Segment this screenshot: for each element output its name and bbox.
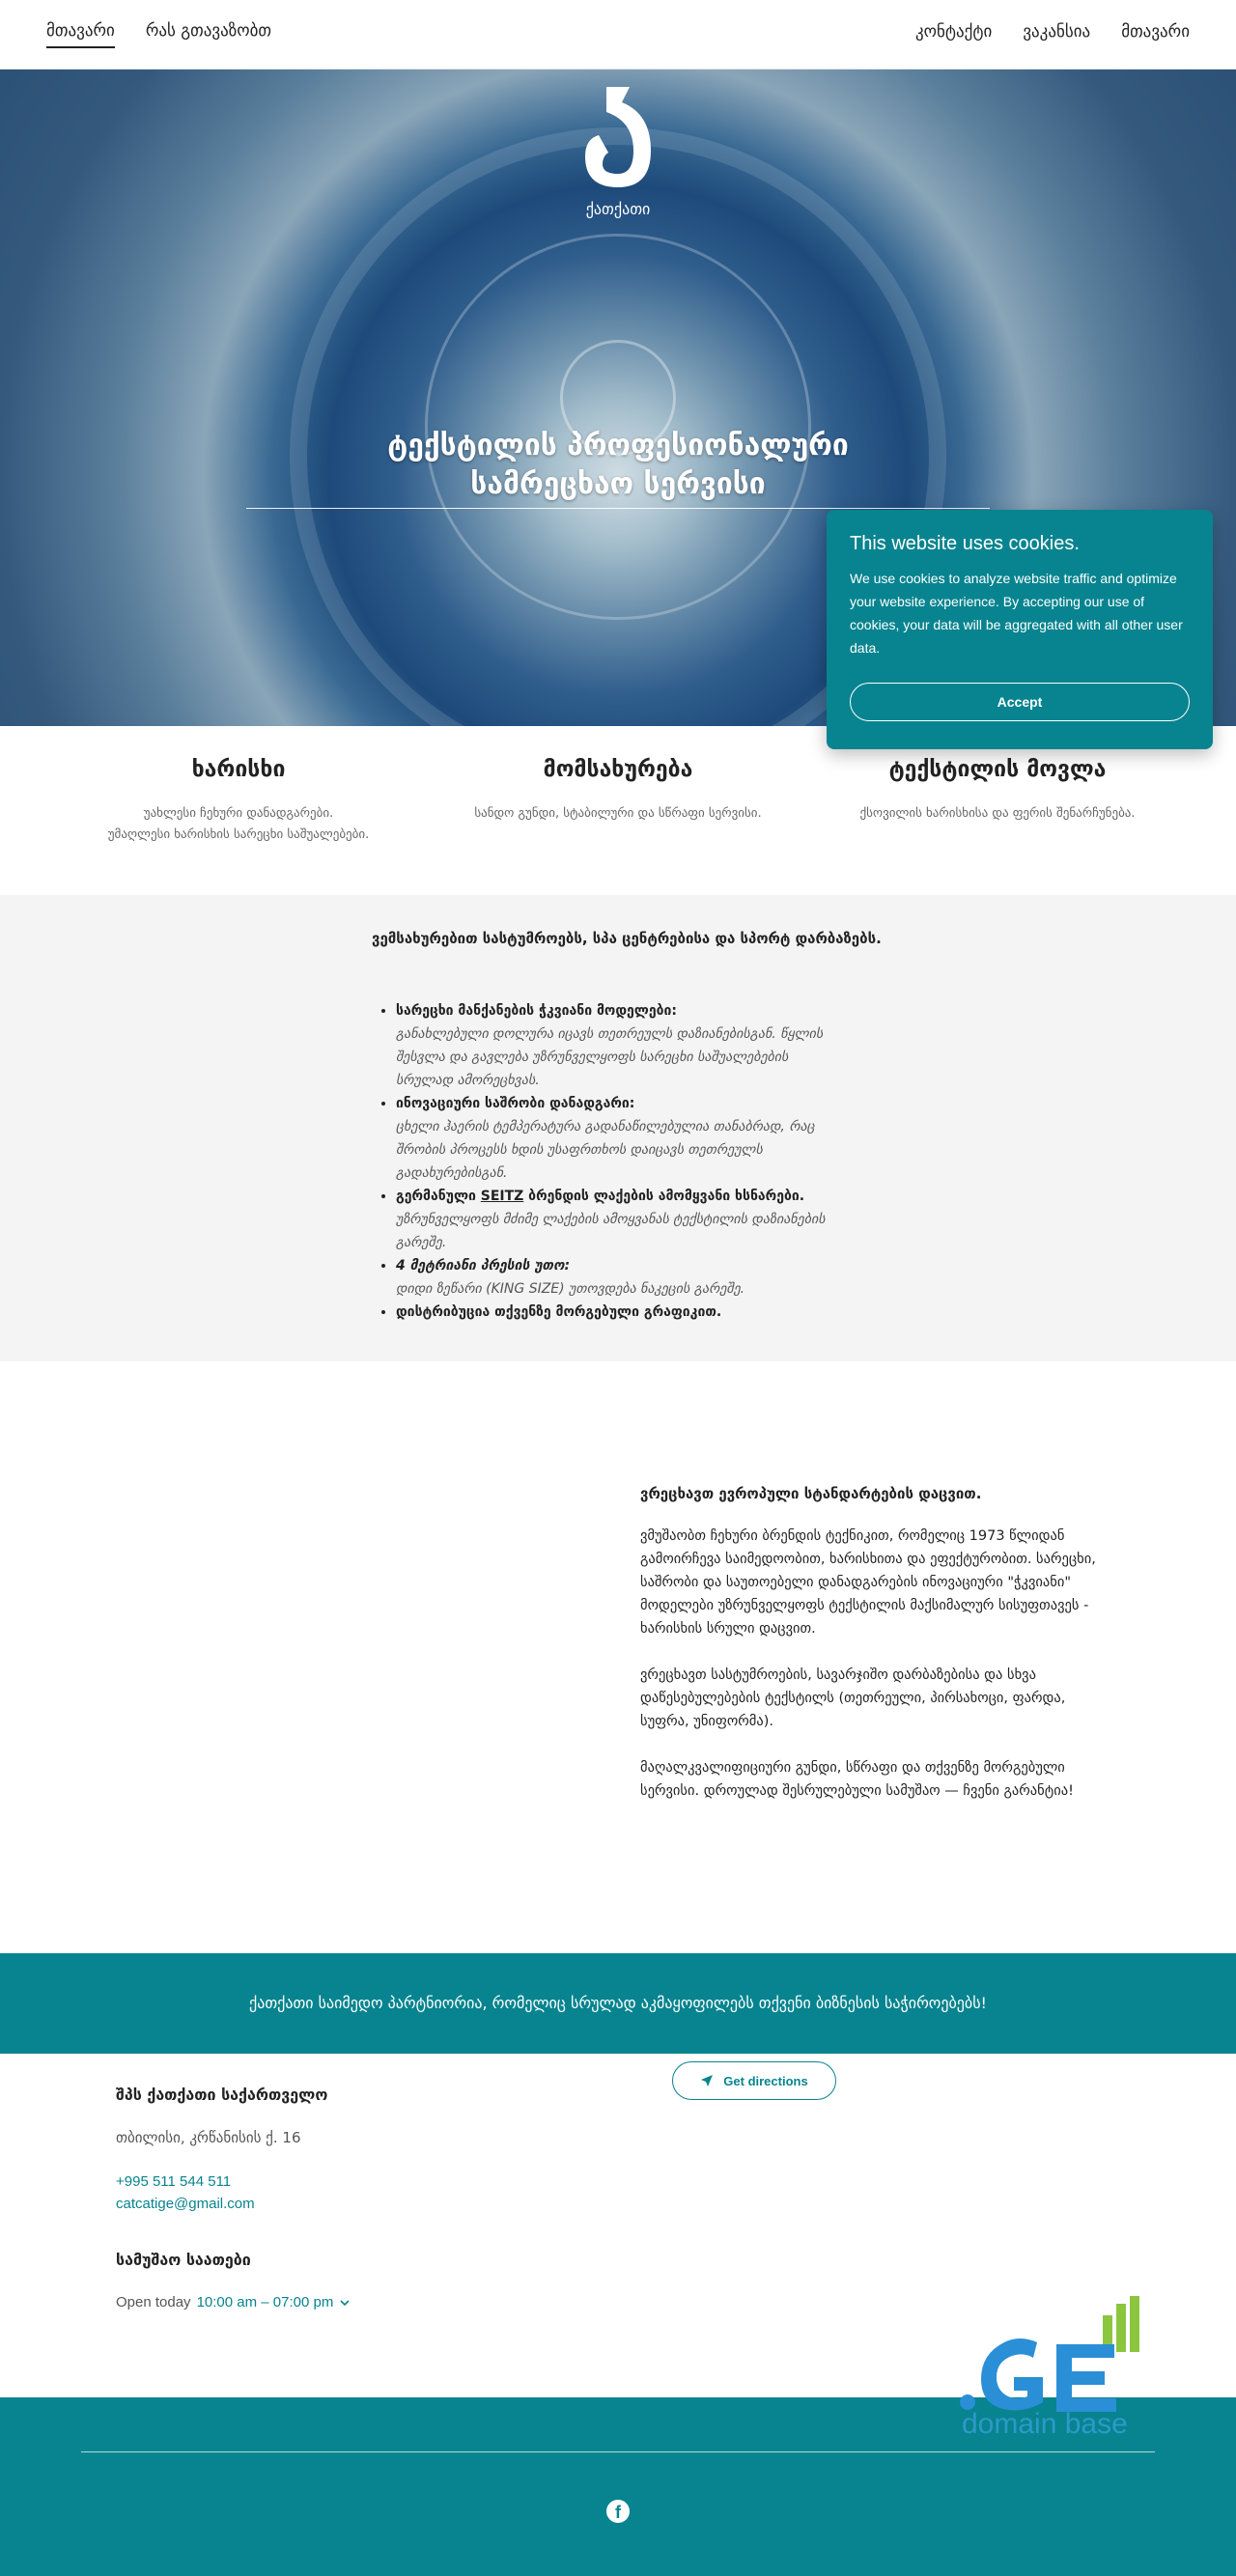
service-desc: უზრუნველყოფს მძიმე ლაქების ამოყვანას ტექსტილის დაზიანების გარეშე.	[396, 1212, 826, 1250]
list-item	[396, 1092, 850, 1185]
cookie-title: This website uses cookies.	[850, 533, 1080, 554]
get-directions-label: Get directions	[723, 2073, 808, 2088]
features-row	[0, 726, 1236, 895]
partner-banner: ქათქათი საიმედო პარტნიორია, რომელიც სრულად აკმაყოფილებს თქვენი ბიზნესის საჭიროებებს!	[0, 1953, 1236, 2054]
list-item	[396, 999, 850, 1092]
hero-divider	[246, 508, 990, 509]
about-heading: ვრეცხავთ ევროპული სტანდარტების დაცვით.	[640, 1485, 982, 1502]
service-desc: განახლებული დოლურა იცავს თეთრეულს დაზიანებისგან. წყლის შესვლა და გავლება უზრუნველყოფს სარეცხი საშუალებების სრულად ამორეცხვას.	[396, 1026, 824, 1088]
navigation-arrow-icon	[700, 2074, 714, 2087]
nav-left	[46, 21, 271, 48]
nav-link-offers[interactable]: რას გთავაზობთ	[145, 20, 272, 41]
address: თბილისი, კრწანისის ქ. 16	[116, 2129, 301, 2146]
service-title: დისტრიბუცია თქვენზე მორგებული გრაფიკით.	[396, 1304, 722, 1320]
service-title: ინოვაციური საშრობი დანადგარი:	[396, 1096, 635, 1111]
feature-title: მომსახურება	[543, 757, 693, 782]
hero-title-line2: სამრეცხაო სერვისი	[470, 467, 766, 501]
seitz-brand-link[interactable]: SEITZ	[480, 1189, 524, 1204]
feature-textile-care	[808, 726, 1188, 895]
about-paragraph-1: ვმუშაობთ ჩეხური ბრენდის ტექნიკით, რომელიც 1973 წლიდან გამოირჩევა საიმედოობით, ხარისხითა და ეფექტურობით. სარეცხი, საშრობი და საუთოებელი დანადგარების ინოვაციური "ჭკვიანი" მოდელები უზრუნველყოფს ტექსტილის მაქსიმალურ სისუფთავეს - ხარისხის სრული დაცვით.	[640, 1528, 1096, 1637]
hours-title: სამუშაო საათები	[116, 2251, 251, 2269]
services-list	[396, 999, 850, 1324]
feature-quality	[49, 726, 429, 895]
ge-logo-icon	[960, 2296, 1163, 2422]
list-item	[396, 1254, 850, 1301]
feature-service	[429, 726, 808, 895]
service-title: 4 მეტრიანი პრესის უთო:	[396, 1258, 571, 1274]
company-name: შპს ქათქათი საქართველო	[116, 2086, 328, 2104]
nav-link-home[interactable]: მთავარი	[46, 21, 115, 48]
ge-domain-text: domain base	[962, 2408, 1128, 2440]
get-directions-button[interactable]	[672, 2061, 836, 2100]
about-paragraph-3: მაღალკვალიფიციური გუნდი, სწრაფი და თქვენზე მორგებული სერვისი. დროულად შესრულებული სამუშაო — ჩვენი გარანტია!	[640, 1760, 1074, 1799]
service-title-pre: გერმანული	[396, 1189, 481, 1204]
services-section	[0, 895, 1236, 1361]
top-navigation	[0, 0, 1236, 70]
email-link[interactable]: catcatige@gmail.com	[116, 2196, 255, 2212]
hero-title	[0, 427, 1236, 504]
phone-link[interactable]: +995 511 544 511	[116, 2173, 232, 2190]
about-section	[640, 1482, 1113, 1826]
feature-text: სანდო გუნდი, სტაბილური და სწრაფი სერვისი.	[474, 806, 762, 821]
feature-title: ხარისხი	[191, 757, 286, 782]
feature-text: ქსოვილის ხარისხისა და ფერის შენარჩუნება.	[859, 806, 1136, 821]
list-item	[396, 1301, 850, 1324]
hours-row[interactable]	[116, 2294, 599, 2310]
service-desc: ცხელი ჰაერის ტემპერატურა გადანაწილებულია თანაბრად, რაც შრობის პროცესს ხდის უსაფრთხოს დაიცავს თეთრეულს გადახურებისგან.	[396, 1119, 815, 1181]
open-today-label: Open today	[116, 2294, 191, 2310]
about-paragraph-2: ვრეცხავთ სასტუმროების, სავარჯიშო დარბაზებისა და სხვა დაწესებულებების ტექსტილს (თეთრეული, პირსახოცი, ფარდა, სუფრა, უნიფორმა).	[640, 1667, 1066, 1729]
services-intro: ვემსახურებით სასტუმროებს, სპა ცენტრებისა და სპორტ დარბაზებს.	[372, 930, 882, 947]
feature-title: ტექსტილის მოვლა	[888, 757, 1107, 782]
contact-section	[116, 2086, 599, 2310]
feature-text: უახლესი ჩეხური დანადგარები. უმაღლესი ხარისხის სარეცხი საშუალებები.	[107, 806, 370, 842]
nav-link-contact[interactable]: კონტაქტი	[915, 21, 993, 42]
nav-link-vacancy[interactable]: ვაკანსია	[1023, 21, 1091, 42]
accept-cookies-button[interactable]: Accept	[850, 683, 1190, 721]
service-title: სარეცხი მანქანების ჭკვიანი მოდელები:	[396, 1003, 677, 1019]
cookie-consent-dialog	[827, 510, 1213, 749]
facebook-icon[interactable]: f	[606, 2500, 630, 2523]
list-item	[396, 1185, 850, 1254]
chevron-down-icon[interactable]	[339, 2297, 351, 2309]
nav-link-home-2[interactable]: მთავარი	[1121, 21, 1190, 42]
ge-domain-badge	[960, 2296, 1163, 2479]
brand-logo	[570, 79, 666, 224]
brand-logo-text: ქათქათი	[585, 200, 651, 218]
nav-right	[915, 22, 1190, 47]
service-desc: დიდი ზეწარი (KING SIZE) უთოვდება ნაკეცის გარეშე.	[396, 1281, 745, 1297]
hours-time: 10:00 am – 07:00 pm	[196, 2294, 334, 2310]
hero-title-line1: ტექსტილის პროფესიონალური	[387, 429, 849, 462]
cookie-body: We use cookies to analyze website traffic and optimize your website experience. By accepting our use of cookies, your data will be aggregated with all other user data.	[850, 571, 1183, 656]
service-title-post: ბრენდის ლაქების ამომყვანი ხსნარები.	[523, 1189, 805, 1204]
